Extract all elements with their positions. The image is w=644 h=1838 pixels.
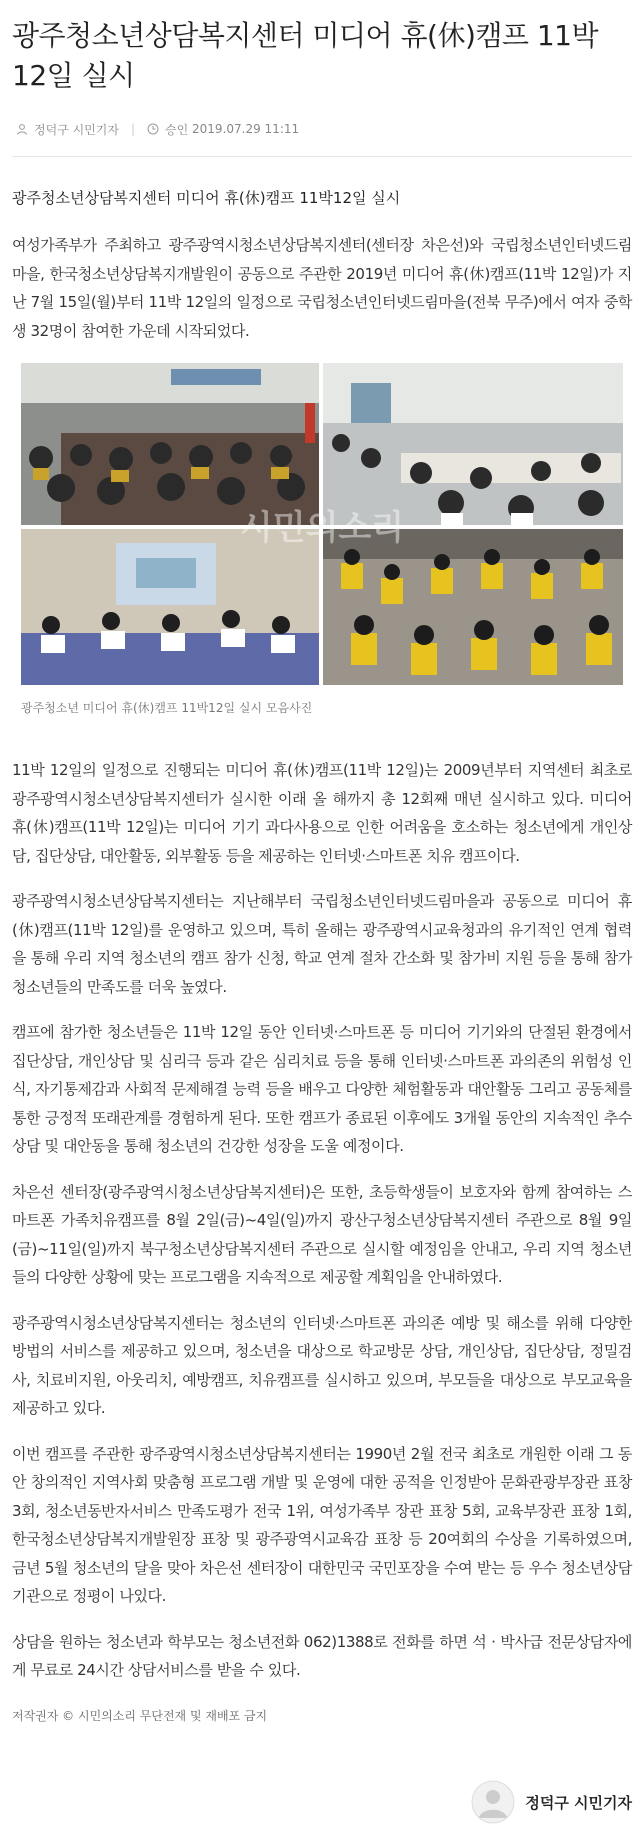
article-paragraph: 차은선 센터장(광주광역시청소년상담복지센터)은 또한, 초등학생들이 보호자와 함께 참여하는 스마트폰 가족치유캠프를 8월 2일(금)~4일(일)까지 광산구청소년상담복지센터 주관으로 8월 9일(금)~11일(일)까지 북구청소년상담복지센터 주관으로 실시할 예정임을 안내고, 우리 지역 청소년들의 다양한 상황에 맞는 프로그램을 지속적으로 제공할 계획임을 안내하였다. (12, 1182, 632, 1286)
article-lead: 광주청소년상담복지센터 미디어 휴(休)캠프 11박12일 실시 (12, 189, 401, 207)
article-paragraph: 캠프에 참가한 청소년들은 11박 12일 동안 인터넷·스마트폰 등 미디어 기기와의 단절된 환경에서 집단상담, 개인상담 및 심리극 등과 같은 심리치료 등을 통해 인터넷·스마트폰 과의존의 위험성 인식, 자기통제감과 사회적 문제해결 능력 등을 배우고 다양한 체험활동과 대안활동 그리고 공동체를 통한 긍정적 또래관계를 경험하게 된다. 또한 캠프가 종료된 이후에도 3개월 동안의 지속적인 추수 상담 및 대안동을 통해 청소년의 건강한 성장을 도울 예정이다. (12, 1023, 632, 1155)
approved-time: 2019.07.29 11:11 (192, 122, 300, 136)
article-paragraph: 상담을 원하는 청소년과 학부모는 청소년전화 062)1388로 전화를 하면 석 · 박사급 전문상담자에게 무료로 24시간 상담서비스를 받을 수 있다. (12, 1632, 632, 1679)
person-icon (16, 123, 28, 135)
article-paragraph: 광주광역시청소년상담복지센터는 청소년의 인터넷·스마트폰 과의존 예방 및 해소를 위해 다양한 방법의 서비스를 제공하고 있으며, 청소년을 대상으로 학교방문 상담, 개인상담, 집단상담, 정밀검사, 치료비지원, 아웃리치, 예방캠프, 치유캠프를 실시하고 있으며, 부모들을 대상으로 부모교육을 제공하고 있다. (12, 1313, 632, 1417)
clock-icon (147, 123, 159, 135)
article-paragraph: 이번 캠프를 주관한 광주광역시청소년상담복지센터는 1990년 2월 전국 최초로 개원한 이래 그 동안 창의적인 지역사회 맞춤형 프로그램 개발 및 운영에 대한 공적을 인정받아 문화관광부장관 표창 3회, 청소년동반자서비스 만족도평가 전국 1위, 여성가족부 장관 표창 5회, 교육부장관 표창 1회, 한국청소년상담복지개발원장 표창 및 광주광역시교육감 표창 등 20여회의 수상을 기록하였으며, 금년 5월 청소년의 달을 맞아 차은선 센터장이 대한민국 국민포장을 수여 받는 등 우수 청소년상담기관으로 정평이 나있다. (12, 1444, 632, 1605)
header-divider (12, 156, 632, 157)
article-figure (21, 363, 623, 716)
article-meta (12, 118, 632, 140)
approved-label: 승인 (165, 122, 189, 137)
photo-collage (21, 363, 623, 685)
article-title: 광주청소년상담복지센터 미디어 휴(休)캠프 11박12일 실시 (12, 19, 599, 92)
article-photo[interactable] (21, 363, 623, 685)
article-paragraph: 광주광역시청소년상담복지센터는 지난해부터 국립청소년인터넷드림마을과 공동으로 미디어 휴(休)캠프(11박 12일)를 운영하고 있으며, 특히 올해는 광주광역시교육청과의 유기적인 연계 협력을 통해 우리 지역 청소년의 캠프 참가 신청, 학교 연계 절차 간소화 및 참가비 지원 등을 통해 참가 청소년들의 만족도를 더욱 높였다. (12, 892, 632, 996)
photo-caption: 광주청소년 미디어 휴(休)캠프 11박12일 실시 모음사진 (21, 701, 313, 715)
photo-watermark: 시민의소리 (239, 508, 405, 548)
meta-divider: | (130, 122, 136, 136)
avatar (471, 1780, 515, 1824)
byline-author-name[interactable]: 정덕구 시민기자 (525, 1793, 632, 1812)
article-paragraph: 11박 12일의 일정으로 진행되는 미디어 휴(休)캠프(11박 12일)는 2009년부터 지역센터 최초로 광주광역시청소년상담복지센터가 실시한 이래 올 해까지 총 12회째 매년 실시하고 있다. 미디어 휴(休)캠프(11박 12일)는 미디어 기기 과다사용으로 인한 어려움을 호소하는 청소년에게 개인상담, 집단상담, 대안활동, 외부활동 등을 제공하는 인터넷·스마트폰 치유 캠프이다. (12, 761, 632, 865)
copyright-notice: 저작권자 © 시민의소리 무단전재 및 재배포 금지 (12, 1708, 268, 1723)
author-byline[interactable] (471, 1780, 632, 1824)
article-paragraph: 여성가족부가 주최하고 광주광역시청소년상담복지센터(센터장 차은선)와 국립청소년인터넷드림마을, 한국청소년상담복지개발원이 공동으로 주관한 2019년 미디어 휴(休)캠프(11박 12일)가 지난 7월 15일(월)부터 11박 12일의 일정으로 국립청소년인터넷드림마을(전북 무주)에서 여자 중학생 32명이 참여한 가운데 시작되었다. (12, 236, 632, 340)
author-name[interactable]: 정덕구 시민기자 (34, 122, 119, 137)
